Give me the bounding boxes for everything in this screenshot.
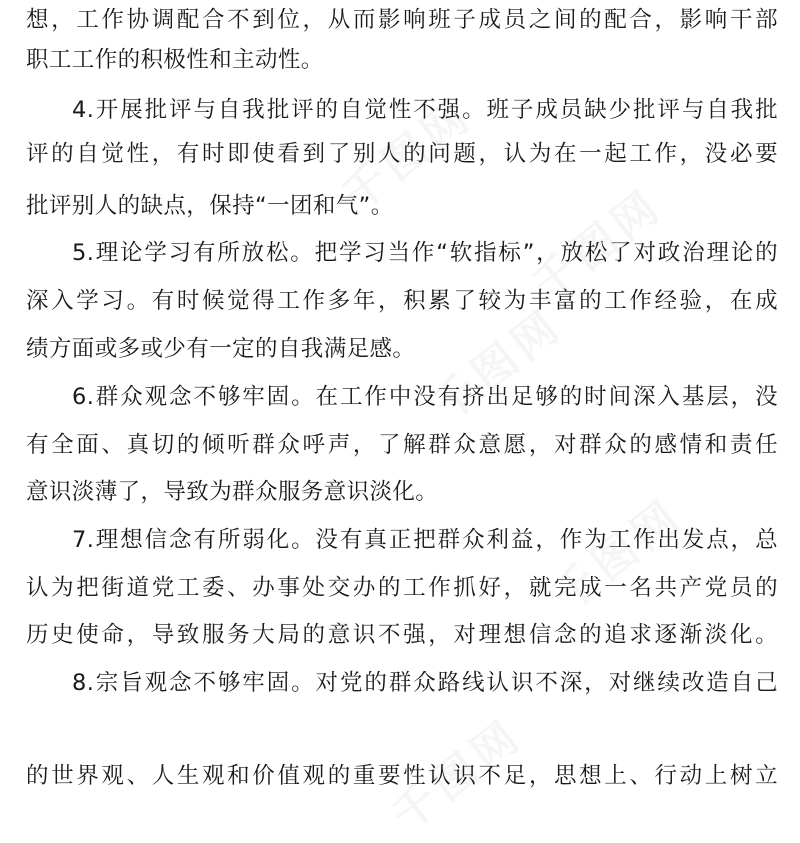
paragraph-line: 绩方面或多或少有一定的自我满足感。 [26, 336, 416, 362]
watermark: 千图网 [422, 299, 573, 432]
paragraph-line: 有全面、真切的倾听群众呼声，了解群众意愿，对群众的感情和责任 [26, 432, 778, 458]
paragraph-line: 8.宗旨观念不够牢固。对党的群众路线认识不深，对继续改造自己 [72, 670, 778, 696]
paragraph-line: 认为把街道党工委、办事处交办的工作抓好，就完成一名共产党员的 [26, 575, 778, 601]
paragraph-line: 7.理想信念有所弱化。没有真正把群众利益，作为工作出发点，总 [72, 527, 778, 553]
paragraph-line: 的世界观、人生观和价值观的重要性认识不足，思想上、行动上树立 [26, 763, 778, 789]
paragraph-line: 意识淡薄了，导致为群众服务意识淡化。 [26, 479, 439, 505]
paragraph-line: 深入学习。有时候觉得工作多年，积累了较为丰富的工作经验，在成 [26, 288, 778, 314]
paragraph-line: 5.理论学习有所放松。把学习当作“软指标”，放松了对政治理论的 [72, 240, 778, 266]
paragraph-line: 6.群众观念不够牢固。在工作中没有挤出足够的时间深入基层，没 [72, 384, 778, 410]
paragraph-line: 历史使命，导致服务大局的意识不强，对理想信念的追求逐渐淡化。 [26, 622, 778, 648]
watermark: 千图网 [542, 489, 693, 622]
paragraph-line: 4.开展批评与自我批评的自觉性不强。班子成员缺少批评与自我批 [72, 97, 778, 123]
paragraph-line: 评的自觉性，有时即使看到了别人的问题，认为在一起工作，没必要 [26, 141, 778, 167]
paragraph-line: 职工工作的积极性和主动性。 [26, 47, 324, 73]
paragraph-line: 想，工作协调配合不到位，从而影响班子成员之间的配合，影响干部 [26, 7, 778, 33]
watermark: 千图网 [382, 709, 533, 842]
watermark: 千图网 [332, 89, 483, 222]
paragraph-line: 批评别人的缺点，保持“一团和气”。 [26, 193, 394, 219]
watermark: 千图网 [522, 179, 673, 312]
